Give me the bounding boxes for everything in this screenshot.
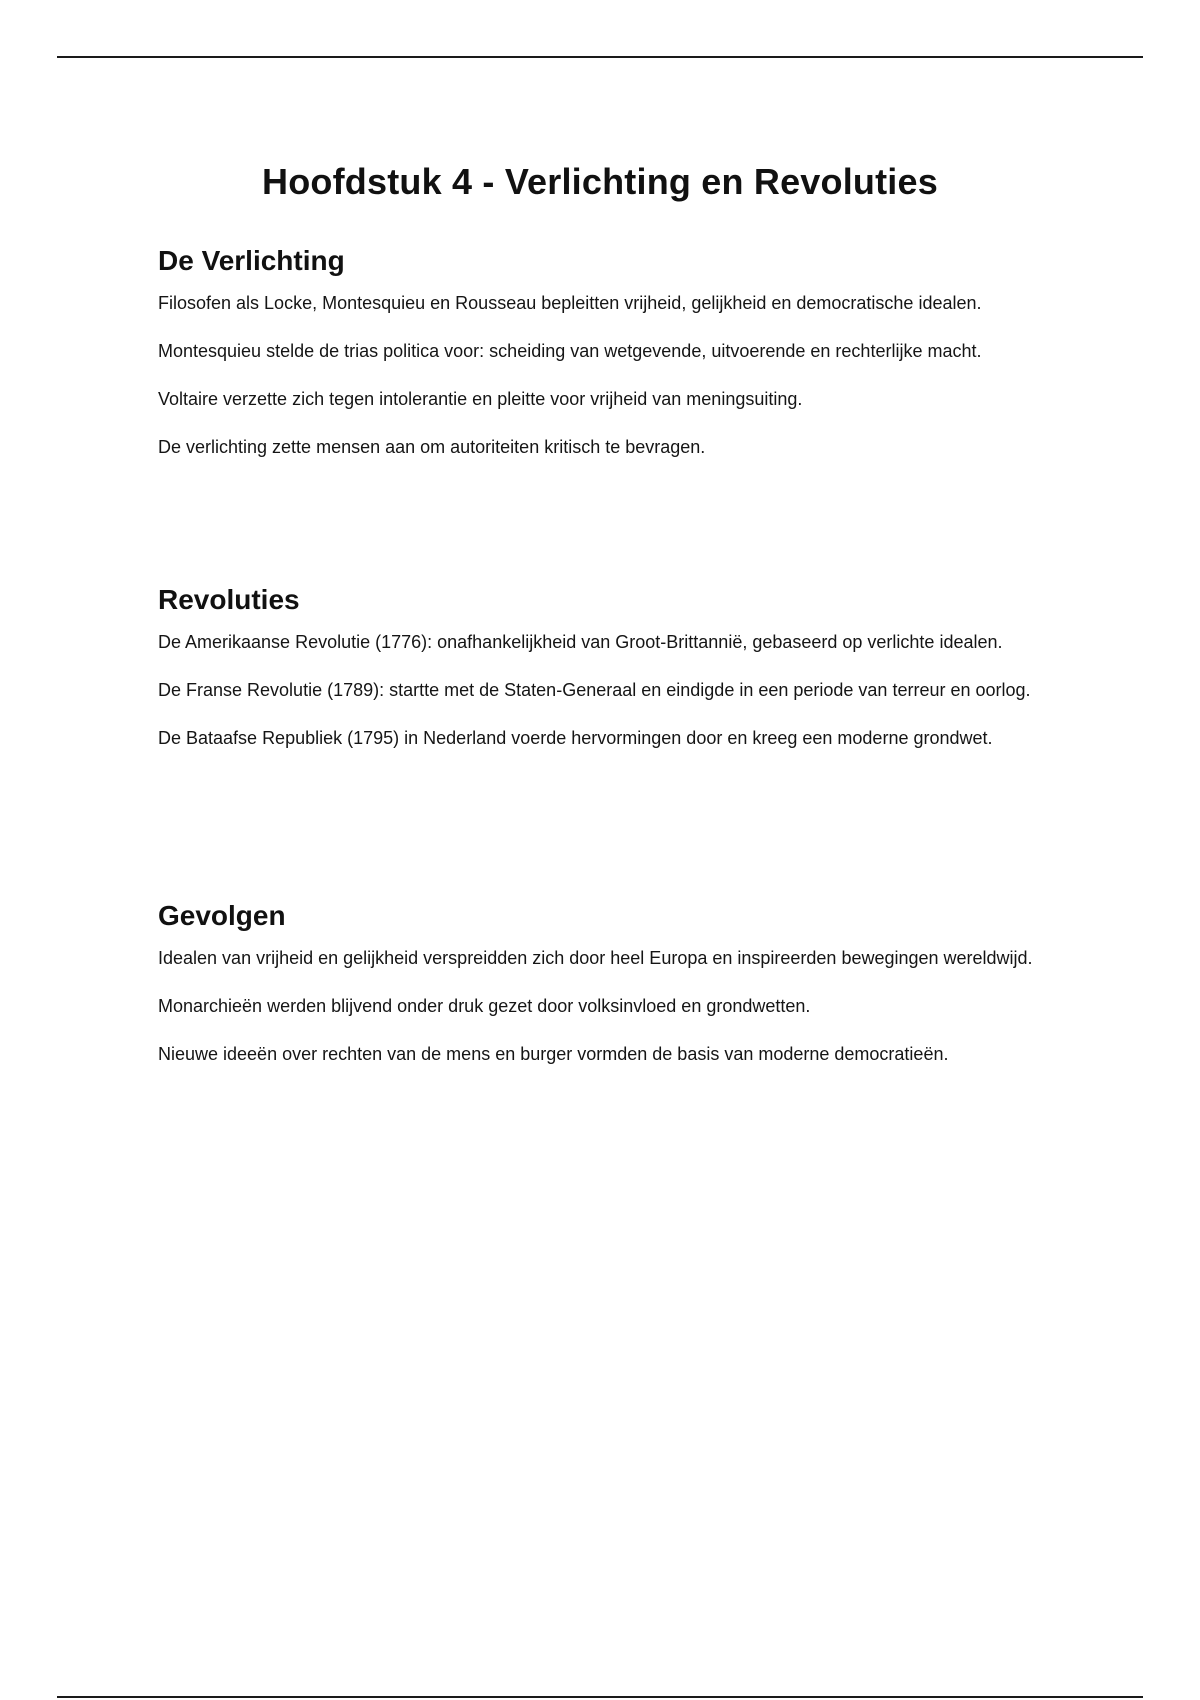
section-revoluties: [158, 582, 1058, 774]
paragraph: De Amerikaanse Revolutie (1776): onafhankelijkheid van Groot-Brittannië, gebaseerd op verlichte idealen.: [158, 632, 1003, 652]
paragraph: Montesquieu stelde de trias politica voor: scheiding van wetgevende, uitvoerende en rechterlijke macht.: [158, 341, 982, 361]
paragraph: De Franse Revolutie (1789): startte met de Staten-Generaal en eindigde in een periode van terreur en oorlog.: [158, 680, 1031, 700]
footer-rule: [57, 1696, 1143, 1698]
section-de-verlichting: [158, 243, 1058, 483]
document-title: Hoofdstuk 4 - Verlichting en Revoluties: [262, 161, 938, 202]
paragraph: Voltaire verzette zich tegen intolerantie en pleitte voor vrijheid van meningsuiting.: [158, 389, 803, 409]
header-rule: [57, 56, 1143, 58]
paragraph: De verlichting zette mensen aan om autoriteiten kritisch te bevragen.: [158, 437, 706, 457]
section-heading: Revoluties: [158, 584, 300, 615]
section-heading: De Verlichting: [158, 245, 345, 276]
paragraph: Nieuwe ideeën over rechten van de mens en burger vormden de basis van moderne democratieën.: [158, 1044, 949, 1064]
paragraph: Idealen van vrijheid en gelijkheid verspreidden zich door heel Europa en inspireerden bewegingen wereldwijd.: [158, 948, 1033, 968]
paragraph: De Bataafse Republiek (1795) in Nederland voerde hervormingen door en kreeg een moderne grondwet.: [158, 728, 993, 748]
paragraph: Monarchieën werden blijvend onder druk gezet door volksinvloed en grondwetten.: [158, 996, 811, 1016]
section-heading: Gevolgen: [158, 900, 286, 931]
section-gevolgen: [158, 898, 1058, 1090]
paragraph: Filosofen als Locke, Montesquieu en Rousseau bepleitten vrijheid, gelijkheid en democratische idealen.: [158, 293, 982, 313]
